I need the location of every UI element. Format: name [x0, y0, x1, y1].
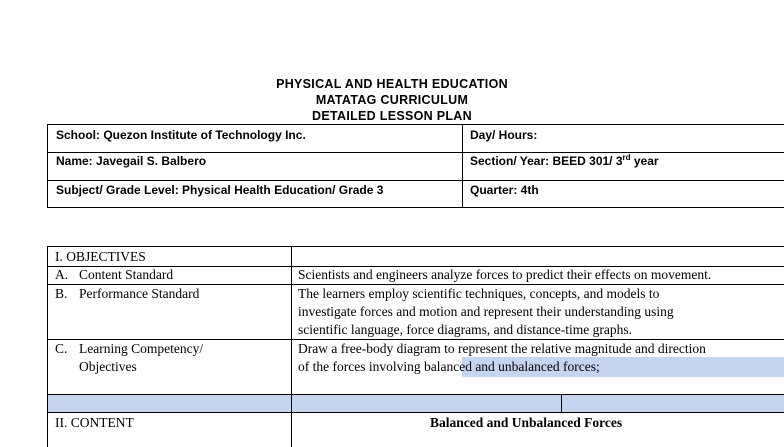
performance-standard-line: scientific language, force diagrams, and distance-time graphs.: [298, 322, 632, 337]
column-line: [561, 394, 562, 412]
lesson-info-table: [47, 124, 784, 208]
school-field: School: Quezon Institute of Technology Inc.: [56, 128, 306, 142]
shaded-row: [48, 394, 784, 412]
lesson-plan-title: DETAILED LESSON PLAN: [312, 109, 472, 123]
curriculum-title: MATATAG CURRICULUM: [315, 93, 469, 107]
content-heading: II. CONTENT: [55, 415, 134, 430]
competency-value: of the forces involving balanced and unbalanced forces;: [298, 359, 600, 374]
name-field: Name: Javegail S. Balbero: [56, 154, 207, 168]
performance-standard-letter: B.: [55, 286, 68, 301]
day-hours-field: Day/ Hours:: [470, 128, 538, 142]
row-line: [48, 394, 784, 395]
quarter-field: Quarter: 4th: [470, 183, 539, 197]
content-standard-value: Scientists and engineers analyze forces to predict their effects on movement.: [298, 267, 712, 282]
content-topic: Balanced and Unbalanced Forces: [430, 415, 623, 430]
performance-standard-line: investigate forces and motion and represent their understanding using: [298, 304, 674, 319]
objectives-heading: I. OBJECTIVES: [55, 249, 146, 264]
column-line: [291, 247, 292, 447]
content-standard-label: Content Standard: [79, 267, 174, 282]
objectives-table: [47, 246, 784, 447]
competency-label: Learning Competency/: [79, 341, 204, 356]
performance-standard-line: The learners employ scientific techniques, concepts, and models to: [298, 286, 660, 301]
subject-grade-field: Subject/ Grade Level: Physical Health Education/ Grade 3: [56, 183, 384, 197]
competency-letter: C.: [55, 341, 68, 356]
performance-standard-label: Performance Standard: [79, 286, 200, 301]
section-year-field: Section/ Year: BEED 301/ 3rd year: [470, 153, 659, 168]
info-divider: [462, 125, 463, 207]
document-title: PHYSICAL AND HEALTH EDUCATION: [276, 77, 508, 91]
competency-value: Draw a free-body diagram to represent the relative magnitude and direction: [298, 341, 706, 356]
competency-label: Objectives: [79, 359, 137, 374]
content-standard-letter: A.: [55, 267, 69, 282]
row-line: [48, 412, 784, 413]
